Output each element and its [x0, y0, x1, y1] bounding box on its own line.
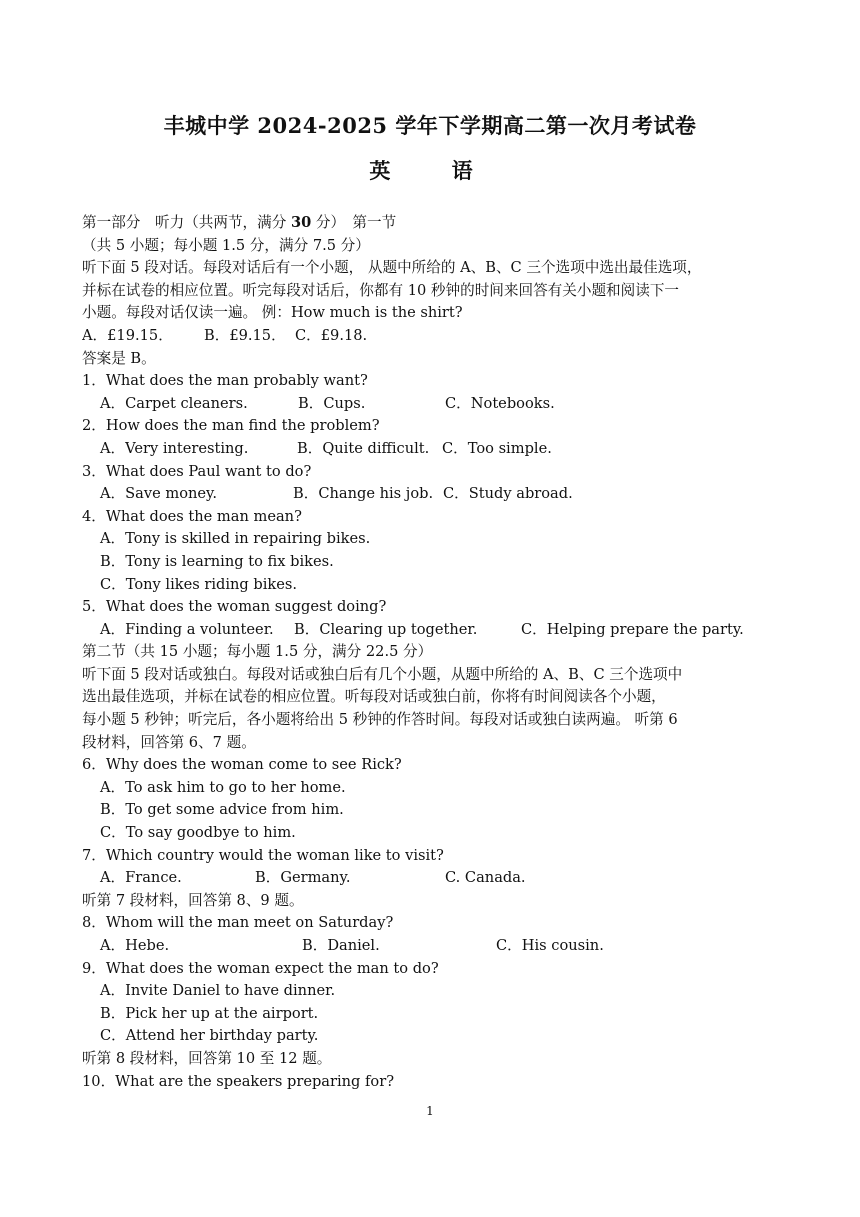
question-option: A．To ask him to go to her home. — [100, 778, 346, 796]
example-answer: 答案是 B。 — [82, 349, 156, 367]
section1-instruction: 听下面 5 段对话。每段对话后有一个小题， 从题中所给的 A、B、C 三个选项中选出最佳选项， — [82, 259, 702, 277]
question-option: B．To get some advice from him. — [100, 801, 344, 819]
question-stem: 10．What are the speakers preparing for? — [82, 1072, 395, 1090]
question-option: A．Tony is skilled in repairing bikes. — [100, 530, 371, 548]
exam-subject: 英 语 — [369, 158, 491, 183]
question-options: A．Carpet cleaners. B．Cups. C．Notebooks. — [100, 394, 555, 412]
question-options: A．France. B．Germany. C. Canada. — [100, 869, 526, 887]
question-stem: 8．Whom will the man meet on Saturday? — [82, 914, 394, 932]
section1-instruction: 小题。每段对话仅读一遍。 例：How much is the shirt? — [82, 304, 463, 322]
page-number: 1 — [426, 1104, 434, 1118]
section2-instruction: 段材料，回答第 6、7 题。 — [82, 733, 256, 751]
exam-title: 丰城中学 2024-2025 学年下学期高二第一次月考试卷 — [163, 113, 697, 138]
part1-heading: 第一部分 听力（共两节，满分 30 分） 第一节 — [82, 214, 397, 231]
question-option: C．To say goodbye to him. — [100, 824, 296, 842]
question-stem: 1．What does the man probably want? — [82, 372, 368, 390]
question-options: A．Hebe. B．Daniel. C．His cousin. — [100, 937, 604, 954]
question-stem: 2．How does the man find the problem? — [82, 417, 380, 435]
material-heading: 听第 7 段材料，回答第 8、9 题。 — [82, 891, 304, 909]
question-stem: 3．What does Paul want to do? — [82, 462, 312, 480]
question-options: A．Very interesting. B．Quite difficult. C．Too simple. — [100, 439, 552, 457]
section2-instruction: 每小题 5 秒钟；听完后，各小题将给出 5 秒钟的作答时间。每段对话或独白读两遍。 听第 6 — [82, 711, 678, 729]
question-stem: 7．Which country would the woman like to visit? — [82, 846, 444, 864]
question-options: A．Save money. B．Change his job. C．Study abroad. — [100, 485, 573, 503]
question-option: C．Attend her birthday party. — [100, 1027, 319, 1045]
question-option: A．Invite Daniel to have dinner. — [100, 982, 336, 1000]
question-options: A．Finding a volunteer. B．Clearing up together. C．Helping prepare the party. — [100, 620, 744, 638]
question-stem: 9．What does the woman expect the man to do? — [82, 959, 439, 977]
question-option: C．Tony likes riding bikes. — [100, 575, 298, 593]
question-option: B．Tony is learning to fix bikes. — [100, 552, 334, 570]
material-heading: 听第 8 段材料，回答第 10 至 12 题。 — [82, 1049, 332, 1067]
question-stem: 5．What does the woman suggest doing? — [82, 598, 387, 616]
example-options: A．£19.15． B．£9.15． C．£9.18. — [82, 326, 368, 344]
question-stem: 4．What does the man mean? — [82, 507, 302, 525]
section2-instruction: 选出最佳选项，并标在试卷的相应位置。听每段对话或独白前，你将有时间阅读各个小题， — [82, 688, 666, 706]
section1-info: （共 5 小题；每小题 1.5 分，满分 7.5 分） — [82, 236, 370, 254]
question-stem: 6．Why does the woman come to see Rick? — [82, 756, 402, 774]
section2-info: 第二节（共 15 小题；每小题 1.5 分，满分 22.5 分） — [82, 643, 433, 661]
exam-body — [82, 212, 782, 1093]
section2-instruction: 听下面 5 段对话或独白。每段对话或独白后有几个小题，从题中所给的 A、B、C 三个选项中 — [82, 665, 683, 683]
question-option: B．Pick her up at the airport. — [100, 1004, 319, 1022]
section1-instruction: 并标在试卷的相应位置。听完每段对话后，你都有 10 秒钟的时间来回答有关小题和阅读下一 — [82, 281, 680, 299]
